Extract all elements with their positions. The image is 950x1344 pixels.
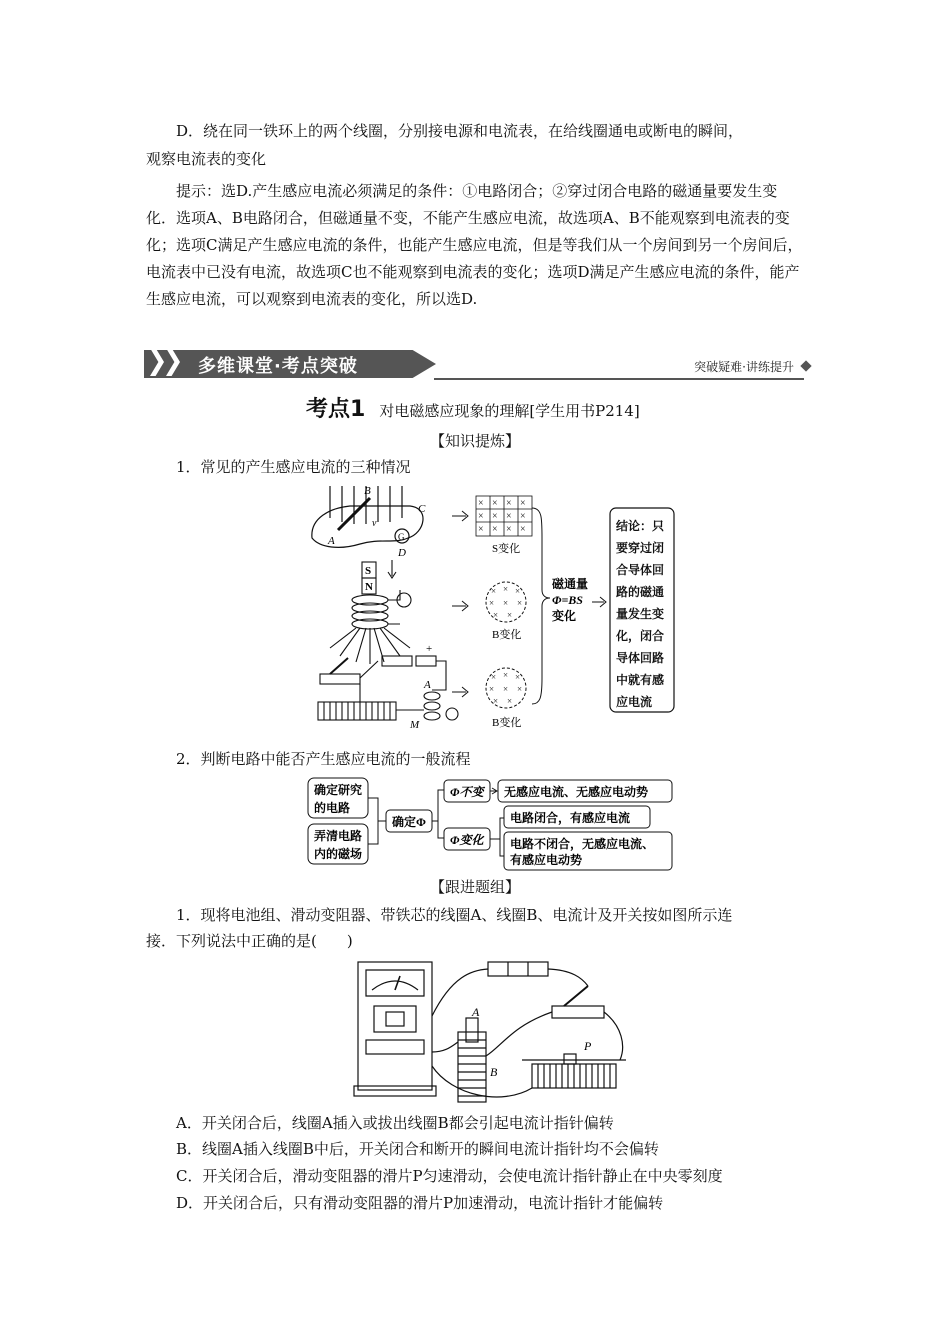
svg-text:结论：只: 结论：只: [616, 519, 665, 533]
practice-heading: 【跟进题组】: [429, 878, 520, 896]
flow-no-change-result: 无感应电流、无感应电动势: [504, 785, 649, 799]
flow-open-line2: 有感应电动势: [510, 853, 583, 867]
fig1-label-S: S: [365, 565, 372, 577]
fig2-label-B: B: [490, 1065, 498, 1079]
cross-marks-3: [489, 670, 522, 706]
kaodian-label: 考点1: [306, 397, 366, 422]
svg-text:中就有感: 中就有感: [616, 673, 665, 687]
banner-title: 多维课堂·考点突破: [198, 356, 358, 377]
svg-text:×: ×: [503, 598, 509, 608]
option-d-line2: 观察电流表的变化: [146, 150, 267, 168]
flowchart: [306, 776, 678, 872]
brace: [532, 508, 550, 704]
svg-text:合导体回: 合导体回: [616, 563, 665, 577]
banner-rule: [434, 378, 804, 380]
svg-text:×: ×: [493, 696, 499, 706]
banner-subtitle: 突破疑难·讲练提升: [694, 360, 794, 374]
b-change-label-2: B变化: [492, 717, 522, 729]
svg-text:×: ×: [517, 684, 523, 694]
option-c: C．开关闭合后，滑动变阻器的滑片P匀速滑动，会使电流计指针静止在中央零刻度: [176, 1167, 723, 1185]
svg-text:×: ×: [506, 524, 512, 535]
knowledge-heading: 【知识提炼】: [429, 432, 520, 450]
fig1-label-A: A: [328, 535, 335, 547]
arrow-icon: [592, 597, 606, 607]
svg-text:×: ×: [493, 610, 499, 620]
fig2-label-A: A: [472, 1005, 480, 1019]
svg-text:×: ×: [503, 584, 509, 594]
option-b: B．线圈A插入线圈B中后，开关闭合和断开的瞬间电流计指针均不会偏转: [176, 1140, 659, 1158]
svg-text:化，闭合: 化，闭合: [616, 629, 665, 643]
fig1-label-plus: +: [426, 643, 433, 655]
conclusion-text: [615, 518, 664, 709]
svg-text:量发生变: 量发生变: [616, 607, 665, 621]
b-change-label-1: B变化: [492, 629, 522, 641]
flow-box1-line2: 的电路: [314, 801, 351, 815]
svg-text:导体回路: 导体回路: [616, 651, 665, 665]
flow-box1-line1: 确定研究: [314, 783, 363, 797]
arrow-icon: [452, 601, 468, 611]
apparatus-figure: [352, 956, 642, 1114]
flow-open-line1: 电路不闭合，无感应电流、: [510, 837, 655, 851]
fig2-label-P: P: [584, 1039, 592, 1053]
svg-text:×: ×: [492, 524, 498, 535]
svg-text:×: ×: [506, 498, 512, 509]
flow-center: 确定Φ: [392, 815, 426, 829]
svg-text:×: ×: [520, 511, 526, 522]
fig1-label-N: N: [365, 581, 373, 593]
knowledge-item-1: 1．常见的产生感应电流的三种情况: [176, 458, 411, 476]
flow-box2-line2: 内的磁场: [314, 847, 363, 861]
arrow-icon: [452, 687, 468, 697]
svg-text:×: ×: [503, 684, 509, 694]
knowledge-item-2: 2．判断电路中能否产生感应电流的一般流程: [176, 750, 471, 768]
fig1-label-D: D: [398, 547, 406, 559]
fig1-label-C: C: [418, 503, 426, 515]
kaodian-title: 对电磁感应现象的理解[学生用书P214]: [379, 402, 640, 420]
question-1-line1: 1．现将电池组、滑动变阻器、带铁芯的线圈A、线圈B、电流计及开关按如图所示连: [176, 906, 733, 924]
svg-text:×: ×: [520, 524, 526, 535]
fig1-label-A2: A: [424, 679, 431, 691]
svg-text:×: ×: [515, 586, 521, 596]
induction-cases-figure: [300, 478, 680, 740]
svg-text:×: ×: [489, 684, 495, 694]
fig1-label-B: B: [364, 485, 371, 497]
cross-marks-1: [478, 498, 526, 535]
svg-text:路的磁通: 路的磁通: [616, 585, 665, 599]
option-d: D．开关闭合后，只有滑动变阻器的滑片P加速滑动，电流计指针才能偏转: [176, 1194, 664, 1212]
section-banner: [144, 348, 814, 382]
svg-text:×: ×: [492, 498, 498, 509]
flux-line-3: 变化: [552, 609, 577, 623]
cross-marks-2: [489, 584, 522, 620]
svg-text:×: ×: [491, 672, 497, 682]
svg-text:×: ×: [515, 672, 521, 682]
option-a: A．开关闭合后，线圈A插入或拔出线圈B都会引起电流计指针偏转: [176, 1114, 614, 1132]
flow-closed: 电路闭合，有感应电流: [510, 811, 631, 825]
kaodian-heading: [306, 392, 640, 423]
hint-paragraph: 提示：选D.产生感应电流必须满足的条件：①电路闭合；②穿过闭合电路的磁通量要发生变化．选项A、B电路闭合，但磁通量不变，不能产生感应电流，故选项A、B不能观察到电流表的变化；选项C满足产生感应电流的条件，也能产生感应电流，但是等我们从一个房间到另一个房间后，电流表中已没有电流，故选项C也不能观察到电流表的变化；选项D满足产生感应电流的条件，能产生感应电流，可以观察到电流表的变化，所以选D.: [146, 182, 803, 308]
flux-line-2: Φ=BS: [552, 593, 583, 607]
svg-text:×: ×: [492, 511, 498, 522]
s-change-label: S变化: [492, 543, 521, 555]
svg-text:×: ×: [517, 598, 523, 608]
option-d-line1: D．绕在同一铁环上的两个线圈，分别接电源和电流表，在给线圈通电或断电的瞬间，: [176, 122, 744, 140]
diamond-icon: [800, 360, 811, 371]
svg-text:要穿过闭: 要穿过闭: [616, 541, 665, 555]
svg-text:×: ×: [478, 524, 484, 535]
svg-text:×: ×: [478, 511, 484, 522]
flow-no-change: Φ不变: [450, 785, 484, 799]
flow-change: Φ变化: [450, 833, 484, 847]
svg-text:×: ×: [506, 511, 512, 522]
svg-text:×: ×: [507, 610, 513, 620]
arrow-icon: [452, 511, 468, 521]
svg-text:×: ×: [520, 498, 526, 509]
svg-text:×: ×: [491, 586, 497, 596]
svg-text:×: ×: [478, 498, 484, 509]
svg-text:×: ×: [507, 696, 513, 706]
fig1-label-G: G: [398, 532, 405, 542]
flux-line-1: 磁通量: [552, 577, 589, 591]
flow-box2-line1: 弄清电路: [314, 829, 363, 843]
svg-text:应电流: 应电流: [616, 695, 653, 709]
case-coils: [318, 656, 458, 720]
fig1-label-M: M: [410, 719, 420, 731]
fig1-label-v: v: [372, 518, 377, 529]
svg-text:×: ×: [489, 598, 495, 608]
question-1-line2: 接．下列说法中正确的是( ): [146, 932, 353, 950]
svg-text:×: ×: [503, 670, 509, 680]
